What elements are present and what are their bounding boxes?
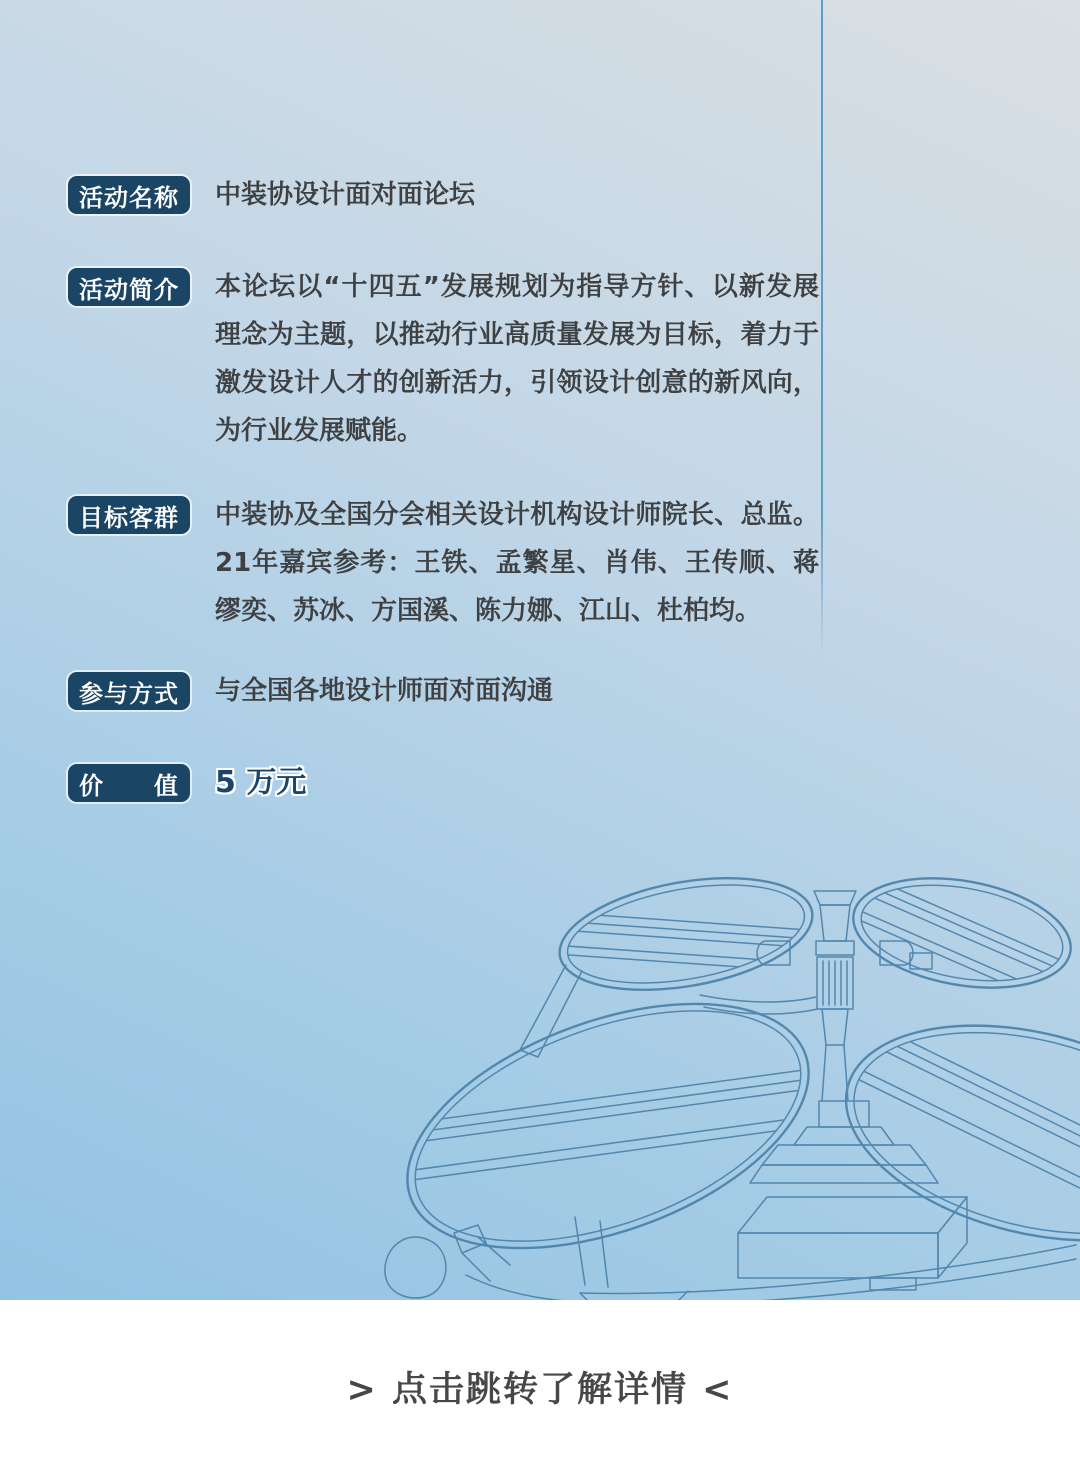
field-label-badge	[68, 764, 190, 802]
info-row-value	[68, 764, 306, 805]
info-row-participation	[68, 672, 553, 715]
field-value: 与全国各地设计师面对面沟通	[215, 676, 554, 706]
field-label: 活动名称	[79, 183, 179, 212]
field-label-badge	[68, 496, 190, 534]
drone-illustration	[370, 845, 1080, 1295]
field-label: 价 值	[79, 771, 179, 800]
field-label: 参与方式	[79, 679, 179, 708]
field-value: 本论坛以“十四五”发展规划为指导方针、以新发展理念为主题，以推动行业高质量发展为目标，着力于激发设计人才的创新活力，引领设计创意的新风向，为行业发展赋能。	[215, 272, 819, 446]
field-label-badge	[68, 268, 190, 306]
field-value: 中装协及全国分会相关设计机构设计师院长、总监。21年嘉宾参考：王铁、孟繁星、肖伟、王传顺、蒋缪奕、苏冰、方国溪、陈力娜、江山、杜柏均。	[215, 500, 819, 626]
jump-to-details-link[interactable]: > 点击跳转了解详情 <	[346, 1370, 734, 1410]
info-row-activity-name	[68, 176, 475, 219]
info-row-target-audience	[68, 496, 819, 635]
field-value-price: 5 万元	[215, 765, 307, 800]
field-label: 活动简介	[79, 275, 179, 304]
field-label-badge	[68, 672, 190, 710]
drone-line-art-svg	[370, 845, 1080, 1295]
field-label: 目标客群	[79, 503, 179, 532]
vertical-accent-line	[821, 0, 823, 655]
field-value: 中装协设计面对面论坛	[215, 180, 476, 210]
field-label-badge	[68, 176, 190, 214]
info-row-activity-intro	[68, 268, 819, 455]
footer-band	[0, 1300, 1080, 1468]
